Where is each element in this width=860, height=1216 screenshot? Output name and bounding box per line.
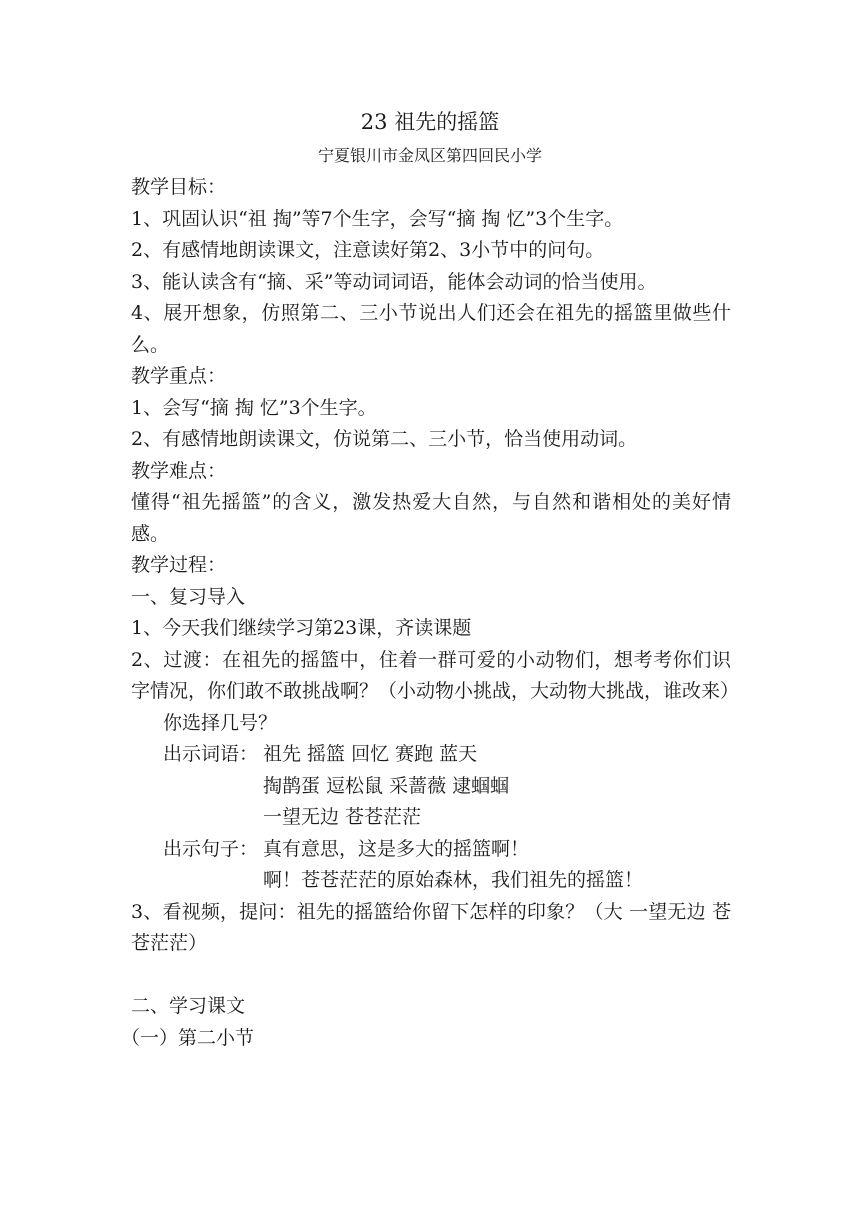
document-body (121, 172, 740, 1054)
words-block-2 (131, 771, 731, 803)
words-block (131, 739, 731, 771)
sentences-label: 出示句子： (163, 837, 259, 860)
words-line-1: 祖先 摇篮 回忆 赛跑 蓝天 (263, 743, 478, 765)
sentences-block-2 (131, 865, 731, 897)
key-point-1: 1、会写“摘 掏 忆”3个生字。 (131, 396, 377, 419)
goal-item-4: 4、展开想象，仿照第二、三小节说出人们还会在祖先的摇篮里做些什么。 (131, 302, 731, 356)
goal-item-2: 2、有感情地朗读课文，注意读好第2、3小节中的问句。 (131, 239, 605, 261)
words-line-3: 一望无边 苍苍茫茫 (263, 806, 422, 828)
step-3: 3、看视频，提问：祖先的摇篮给你留下怎样的印象？（大 一望无边 苍苍茫茫） (131, 900, 731, 954)
key-points-heading: 教学重点： (131, 365, 227, 387)
words-line-2: 掏鹊蛋 逗松鼠 采蔷薇 逮蝈蝈 (263, 774, 510, 797)
goals-heading: 教学目标： (131, 176, 227, 198)
sentences-block (131, 834, 731, 866)
sentence-line-2: 啊！苍苍茫茫的原始森林，我们祖先的摇篮！ (263, 869, 644, 891)
step-2: 2、过渡：在祖先的摇篮中，住着一群可爱的小动物们，想考考你们识字情况，你们敢不敢挑战啊？（小动物小挑战，大动物大挑战，谁改来） (131, 648, 740, 702)
subsection-2: （一）第二小节 (121, 1026, 255, 1049)
sentence-line-1: 真有意思，这是多大的摇篮啊！ (263, 837, 530, 860)
goal-item-3: 3、能认读含有“摘、采”等动词词语，能体会动词的恰当使用。 (131, 270, 657, 293)
words-block-3 (131, 802, 731, 834)
step-1: 1、今天我们继续学习第23课，齐读课题 (131, 617, 472, 639)
goal-item-1: 1、巩固认识“祖 掏”等7个生字，会写“摘 掏 忆”3个生字。 (131, 207, 624, 230)
section-review: 一、复习导入 (131, 585, 246, 608)
choose-prompt: 你选择几号？ (163, 711, 278, 734)
difficulty-text: 懂得“祖先摇篮”的含义，激发热爱大自然，与自然和谐相处的美好情感。 (131, 491, 731, 545)
page-title: 23 祖先的摇篮 (360, 110, 500, 134)
school-name: 宁夏银川市金凤区第四回民小学 (317, 146, 542, 165)
key-point-2: 2、有感情地朗读课文，仿说第二、三小节，恰当使用动词。 (131, 428, 638, 450)
difficulty-heading: 教学难点： (131, 459, 227, 482)
words-label: 出示词语： (163, 743, 259, 765)
process-heading: 教学过程： (131, 554, 227, 576)
blank-line (131, 960, 731, 992)
section-learn-text: 二、学习课文 (131, 995, 246, 1017)
